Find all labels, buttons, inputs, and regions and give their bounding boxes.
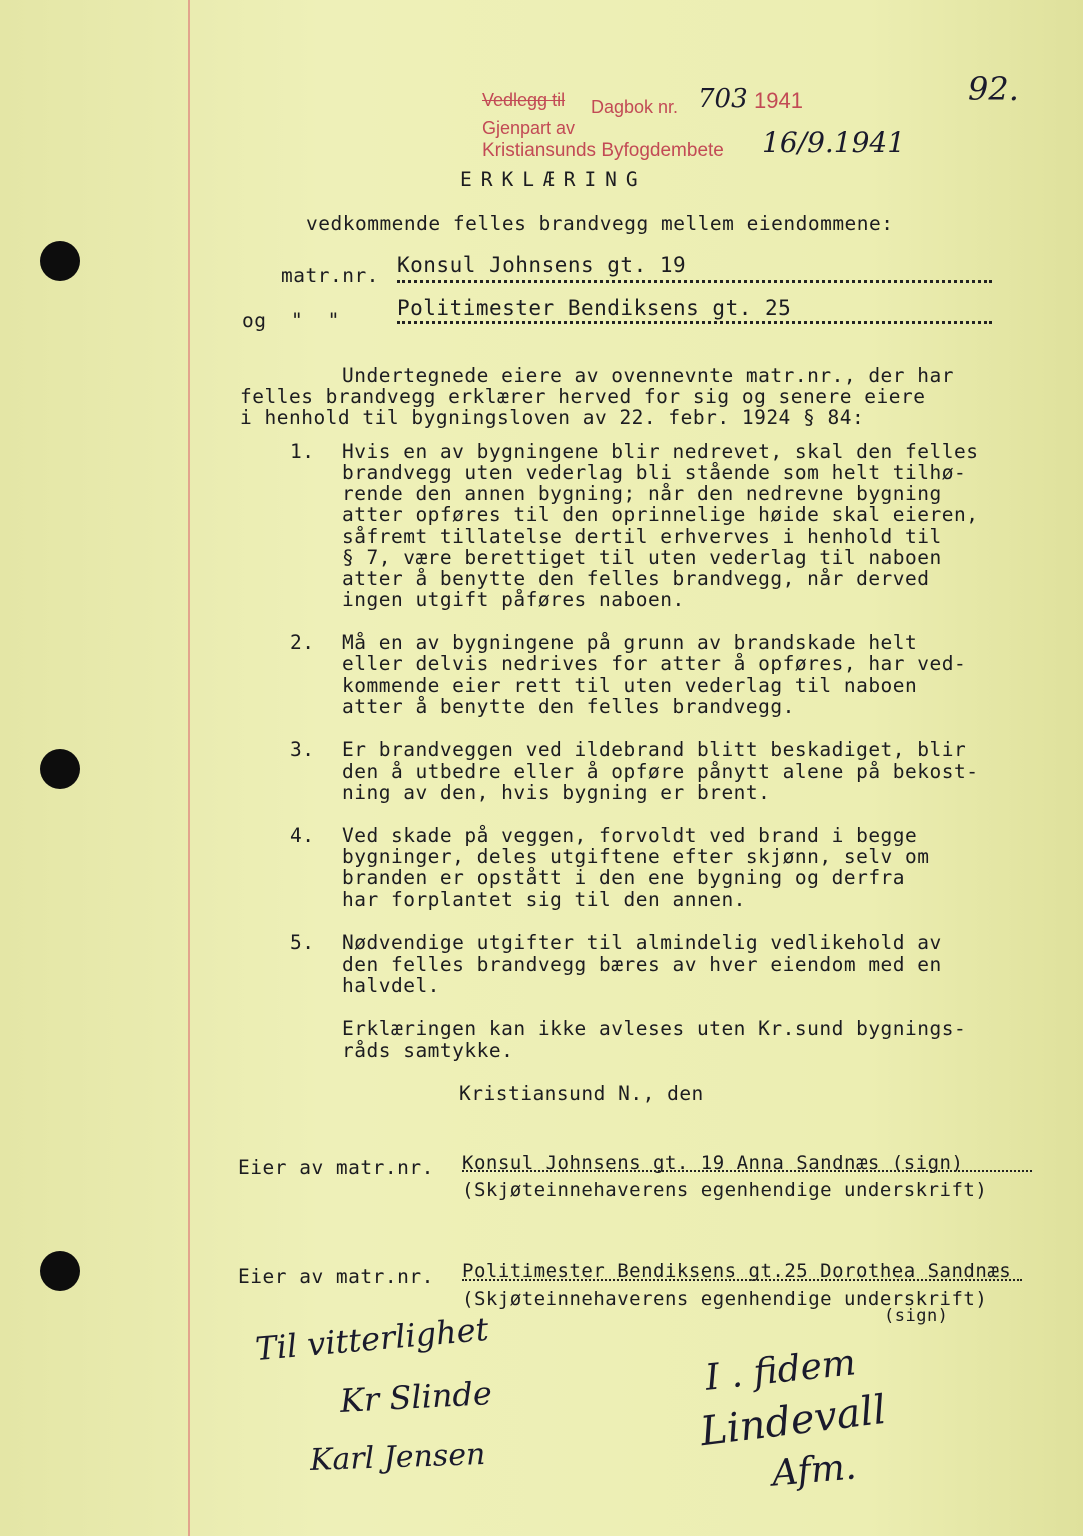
intro-line: Undertegnede eiere av ovennevnte matr.nr., der har (342, 364, 954, 387)
place-date: Kristiansund N., den (459, 1082, 704, 1105)
handwriting-official-abbrev: Afm. (770, 1446, 858, 1495)
item-line: Nødvendige utgifter til almindelig vedlikehold av (342, 931, 942, 954)
owner-2-dotted-line (462, 1279, 1022, 1281)
punch-hole-middle (40, 749, 80, 789)
stamp-date: 16/9.1941 (762, 126, 906, 159)
owner-label-1: Eier av matr.nr. (238, 1156, 434, 1179)
item-line: Ved skade på veggen, forvoldt ved brand i begge (342, 824, 918, 847)
stamp-gjenpart: Gjenpart av (482, 118, 576, 138)
item-number: 3. (290, 738, 315, 761)
intro-line: felles brandvegg erklærer herved for sig og senere eiere (240, 385, 926, 408)
item-line: halvdel. (342, 974, 440, 997)
item-line: Hvis en av bygningene blir nedrevet, skal den felles (342, 440, 979, 463)
margin-rule (188, 0, 190, 1536)
signature-caption-1: (Skjøteinnehaverens egenhendige underskrift) (462, 1179, 988, 1201)
stamp-dagbok-number: 703 (698, 84, 748, 114)
handwriting-official-signature: Lindevall (697, 1386, 889, 1456)
stamp-office: Kristiansunds Byfogdembete (482, 140, 724, 161)
stamp-vedlegg: Vedlegg til (482, 90, 566, 110)
dotted-line-1 (397, 280, 992, 283)
closing-line: Erklæringen kan ikke avleses uten Kr.sund bygnings- (342, 1017, 967, 1040)
item-line: Er brandveggen ved ildebrand blitt beskadiget, blir (342, 738, 967, 761)
item-line: kommende eier rett til uten vederlag til naboen (342, 674, 918, 697)
matr-label-2: og " " (242, 309, 340, 332)
intro-line: i henhold til bygningsloven av 22. febr. 1924 § 84: (240, 406, 865, 429)
stamp-year (754, 88, 803, 114)
handwriting-witness: Til vitterlighet (253, 1309, 490, 1369)
document-title: ERKLÆRING (460, 168, 647, 191)
item-line: ingen utgift påføres naboen. (342, 588, 685, 611)
stamp-year-text: 1941 (754, 88, 803, 113)
item-number: 5. (290, 931, 315, 954)
item-line: ning av den, hvis bygning er brent. (342, 781, 771, 804)
item-line: § 7, være berettiget til uten vederlag til naboen (342, 546, 942, 569)
item-line: bygninger, deles utgiftene efter skjønn, selv om (342, 845, 930, 868)
signature-sign-mark: (sign) (884, 1306, 949, 1326)
item-line: atter å benytte den felles brandvegg. (342, 695, 795, 718)
handwriting-fidem: I . fidem (703, 1342, 858, 1399)
item-number: 1. (290, 440, 315, 463)
document-subtitle: vedkommende felles brandvegg mellem eiendommene: (306, 212, 894, 235)
item-line: har forplantet sig til den annen. (342, 888, 746, 911)
item-line: den å utbedre eller å opføre pånytt alene på bekost- (342, 760, 979, 783)
property-2: Politimester Bendiksens gt. 25 (397, 296, 792, 320)
closing-line: råds samtykke. (342, 1039, 514, 1062)
item-line: atter opføres til den oprinnelige høide skal eieren, (342, 503, 979, 526)
item-line: atter å benytte den felles brandvegg, når derved (342, 567, 930, 590)
owner-2-value: Politimester Bendiksens gt.25 Dorothea Sandnæs (462, 1260, 1012, 1282)
punch-hole-top (40, 241, 80, 281)
handwriting-witness-signature-1: Kr Slinde (339, 1374, 493, 1420)
property-1: Konsul Johnsens gt. 19 (397, 253, 687, 277)
signature-caption-2: (Skjøteinnehaverens egenhendige underskrift) (462, 1288, 988, 1310)
owner-label-2: Eier av matr.nr. (238, 1265, 434, 1288)
stamp-dagbok: Dagbok nr. (591, 97, 679, 117)
punch-hole-bottom (40, 1251, 80, 1291)
handwriting-witness-signature-2: Karl Jensen (309, 1436, 486, 1479)
item-line: brandvegg uten vederlag bli stående som helt tilhø- (342, 461, 967, 484)
item-number: 4. (290, 824, 315, 847)
owner-1-dotted-line (462, 1170, 1032, 1172)
item-line: branden er opstått i den ene bygning og derfra (342, 866, 906, 889)
item-line: eller delvis nedrives for atter å opføres, har ved- (342, 652, 967, 675)
item-line: Må en av bygningene på grunn av brandskade helt (342, 631, 918, 654)
item-number: 2. (290, 631, 315, 654)
matr-label-1: matr.nr. (281, 264, 379, 287)
owner-1-value: Konsul Johnsens gt. 19 Anna Sandnæs (sign) (462, 1152, 964, 1174)
item-line: såfremt tillatelse dertil erhverves i henhold til (342, 525, 942, 548)
item-line: den felles brandvegg bæres av hver eiendom med en (342, 953, 942, 976)
item-line: rende den annen bygning; når den nedrevne bygning (342, 482, 942, 505)
page-number: 92. (968, 70, 1019, 108)
dotted-line-2 (397, 321, 992, 324)
